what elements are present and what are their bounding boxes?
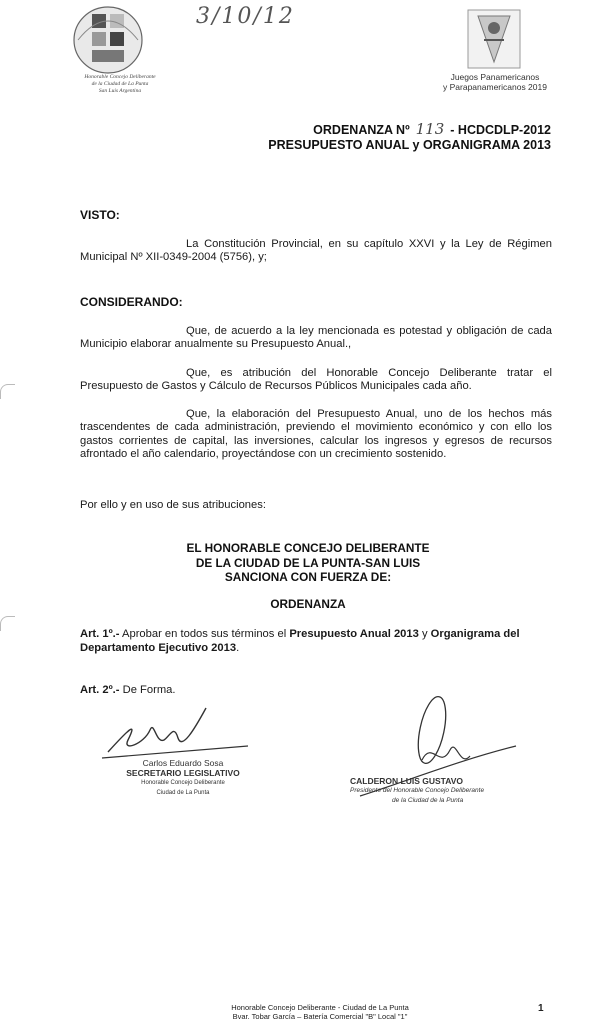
article-2-label: Art. 2º.- [80,684,120,696]
scan-mark [0,616,15,631]
attributions-line: Por ello y en uso de sus atribuciones: [80,499,266,511]
secretary-name: Carlos Eduardo Sosa [142,758,224,768]
ordinance-number-line [200,122,551,138]
handwritten-ordinance-number: 113 [415,120,445,138]
handwritten-date: 3/10/12 [196,4,295,29]
sanction-line: DE LA CIUDAD DE LA PUNTA-SAN LUIS [195,555,421,570]
article-2 [80,684,175,696]
ordinance-subtitle: PRESUPUESTO ANUAL y ORGANIGRAMA 2013 [268,138,551,152]
footer-line: Honorable Concejo Deliberante - Ciudad de La Punta [231,1003,409,1012]
article-2-text: De Forma. [119,684,176,696]
games-caption-line: y Parapanamericanos 2019 [443,82,547,92]
pan-american-games-logo [464,6,524,72]
page-number: 1 [538,1003,544,1014]
article-1 [80,627,560,655]
crest-caption-line: Honorable Concejo Deliberante [84,74,156,80]
crest-caption-line: San Luis Argentina [98,88,142,94]
games-caption [425,72,565,92]
considerando-paragraph [80,325,552,352]
visto-text: La Constitución Provincial, en su capítulo XXVI y la Ley de Régimen Municipal Nº XII-0349-2004 (5756), y; [80,238,552,264]
ordinance-title [200,122,551,153]
president-signature-block [350,776,500,806]
secretary-org: Honorable Concejo Deliberante [141,780,225,786]
visto-paragraph [80,238,552,265]
sanction-line: SANCIONA CON FUERZA DE: [224,570,392,584]
ordenanza-heading: ORDENANZA [270,597,346,611]
secretary-signature-block [118,758,248,798]
games-caption-line: Juegos Panamericanos [450,72,540,82]
article-1-label: Art. 1º.- [80,628,120,640]
article-1-bold: Presupuesto Anual 2013 [289,628,419,640]
visto-heading: VISTO: [80,208,120,222]
page-footer [170,1003,470,1021]
paragraph-text: Que, de acuerdo a la ley mencionada es potestad y obligación de cada Municipio elaborar anualmente su Presupuesto Anual., [80,325,552,351]
sanction-block [150,541,466,585]
ordinance-prefix: ORDENANZA Nº [313,123,410,137]
considerando-heading: CONSIDERANDO: [80,295,183,309]
president-name: CALDERON LUIS GUSTAVO [350,776,464,786]
crest-caption [70,74,170,95]
paragraph-text: Que, es atribución del Honorable Concejo Deliberante tratar el Presupuesto de Gastos y Cálculo de Recursos Públicos Municipales cada año. [80,367,552,393]
council-crest-logo [70,4,146,76]
ordinance-code: - HCDCDLP-2012 [450,123,551,137]
considerando-paragraph [80,367,552,394]
crest-caption-line: de la Ciudad de La Punta [91,81,149,87]
footer-line: Bvar. Tobar García – Batería Comercial "B" Local "1" [232,1012,408,1021]
article-1-text: . [236,642,240,654]
article-1-text: y [418,628,431,640]
president-org: de la Ciudad de la Punta [392,797,464,804]
president-role: Presidente del Honorable Concejo Deliberante [350,787,485,794]
article-1-text: Aprobar en todos sus términos el [119,628,290,640]
secretary-role: SECRETARIO LEGISLATIVO [126,768,240,778]
scan-mark [0,384,15,399]
paragraph-text: Que, la elaboración del Presupuesto Anual, uno de los hechos más trascendentes de cada administración, previendo el movimiento económico y con ello los gastos corrientes de capital, las inversiones, calcular los ingresos y egresos de recursos afrontado el año calendario, proyectándose con un crecimiento sostenido. [80,408,552,461]
article-1-bold: Organigrama del Departamento Ejecutivo 2013 [80,628,520,654]
considerando-paragraph [80,408,552,462]
secretary-org: Ciudad de La Punta [156,790,210,796]
sanction-line: EL HONORABLE CONCEJO DELIBERANTE [186,541,430,555]
